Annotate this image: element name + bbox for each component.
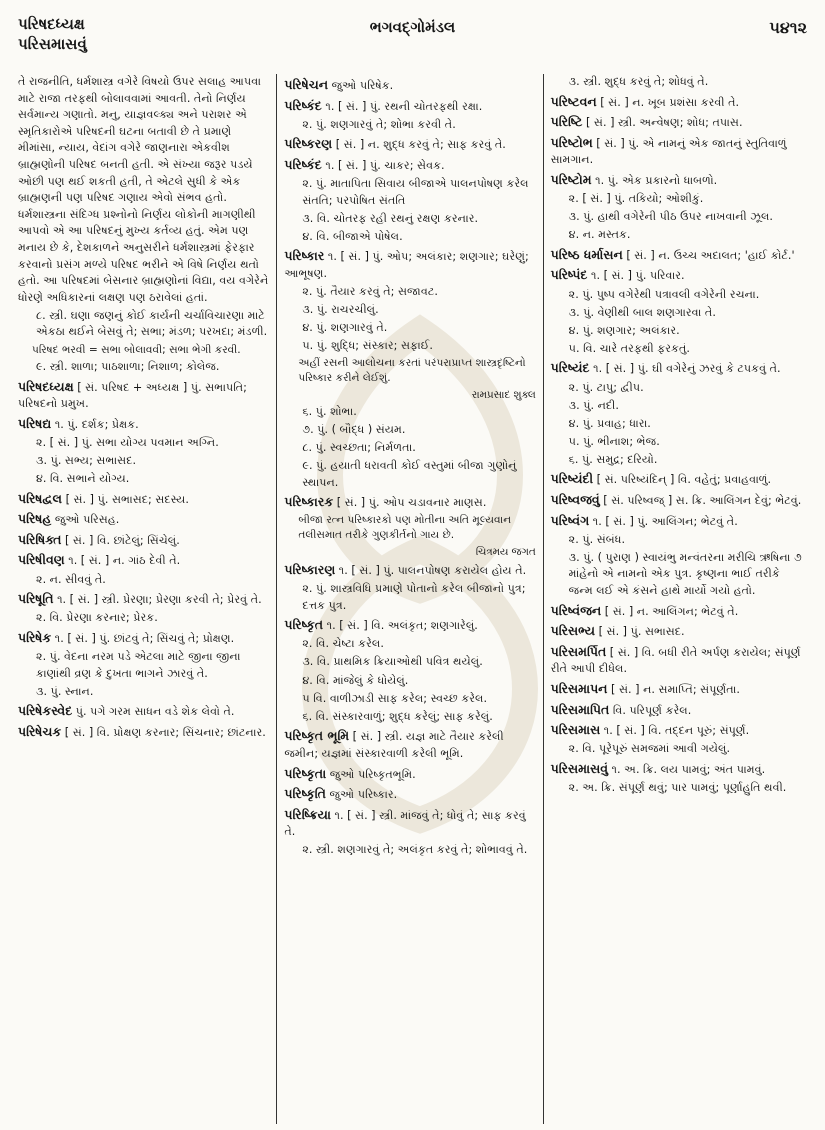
headword: પરિષ્કંદ [284,97,322,113]
dictionary-entry [284,617,535,635]
dictionary-entry [18,724,269,742]
headword: પરિષ્ઠ ધર્માસન [550,246,623,262]
headword: પરિષ્વજવું [550,492,600,508]
headword: પરિષીવણ [18,552,65,568]
dictionary-entry [18,379,269,413]
sense-entry: ૨. ન. સીવવું તે. [36,572,106,586]
headword: પરિષ્કાર [284,248,325,264]
definition-text: [ સં. ] વિ. છાંટેલું; સિંચેલું. [61,533,180,547]
headword: પરિષ્કૃતિ [284,786,326,802]
guide-word-last: પરિસમાસવું [18,35,87,53]
sense-entry: ૭. પું. ( બૌદ્ધ ) સંયમ. [302,423,406,436]
definition-text: ૧. [ સં. ] વિ. તદ્દન પૂરું; સંપૂર્ણ. [600,724,750,738]
entry-continuation: તે રાજનીતિ, ધર્મશાસ્ત્ર વગેરે વિષયો ઉપર સલાહ આપવા માટે રાજા તરફથી બોલાવવામાં આવતી. તેનો નિર્ણય સર્વમાન્ય ગણાતો. મનુ, યાજ્ઞવલ્ક્ય અને પરાશર એ સ્મૃતિકારોએ પરિષદની ઘટના બતાવી છે તે પ્રમાણે મીમાંસા, ન્યાય, વેદાંગ વગેરે જાણનારા એકવીશ બ્રાહ્મણોની પરિષદ બનતી હતી. એ સંખ્યા જરૂર પડયે ઓછી પણ થઈ શકતી હતી, તે એટલે સુધી કે એક બ્રાહ્મણની પણ પરિષદ ગણાય એવો સંભવ હતો. ધર્મશાસ્ત્રના સંદિગ્ધ પ્રશ્નોનો નિર્ણય લોકોની માગણીથી આપવો એ આ પરિષદનું મુખ્ય કર્તવ્ય હતું. એમ પણ મનાય છે કે, દેશકાળને અનુસરીને ધર્મશાસ્ત્રમાં ફેરફાર કરવાનો પ્રસંગ મળ્યે પરિષદ ભરીને એ વિષે નિર્ણય થતો હતો. આ પરિષદમાં બેસનાર બ્રાહ્મણોનાં વિદ્યા, વય વગેરેને ધોરણે અધિકારનાં લક્ષણ પણ ઠરાવેલાં હતાં. [18,75,269,304]
headword: પરિષ્કારક [284,494,334,510]
sense-entry: ૪. વિ. સભાને યોગ્ય. [36,472,130,486]
book-title: ભગવદ્ગોમંડલ [369,18,456,36]
headword: પરિસમર્પિત [550,643,607,659]
usage-quote: બીજા રત્ન પરિષ્કારકો પણ મોતીના અતિ મૂલ્યવાન તલીસમાત તરીકે ગુણકીર્તનો ગાય છે. [298,514,512,542]
headword: પરિષ્ટિ [550,114,583,130]
sense-entry: ૮. સ્ત્રી. ઘણા જણનું કોઈ કાર્યની ચર્ચાવિચારણા માટે એકઠા થઈને બેસવું તે; સભા; મંડળ; પરખદા; મંડળી. [36,308,268,339]
dictionary-entry [551,172,802,190]
sense-entry: ૨. વિ. પ્રેરણા કરનાર; પ્રેરક. [36,611,158,625]
headword: પરિસમાસ [550,722,601,738]
sense-entry: ૫ વિ. વાળીઝાડી સાફ કરેલ; સ્વચ્છ કરેલ. [302,691,488,705]
headword: પરિષેક [18,629,52,645]
definition-text: ૧. [ સં. ] વિ. અલંકૃત; શણગારેલું. [323,619,478,633]
dictionary-entry [551,360,802,378]
sense-entry: ૫. વિ. ચારે તરફથી ફરકતું. [568,341,690,355]
sense-entry: ૨. વિ. પૂરેપૂરું સમજમાં આવી ગયેલું. [568,742,731,756]
headword: પરિષેચક [18,723,62,739]
headword: પરિષ્યંદ [550,360,590,376]
definition-text: ૧. [ સં. ] ન. ગાંઠ દેવી તે. [64,554,181,568]
definition-text: ૧. [ સં. ] પું. આલિંગન; ભેટવું તે. [589,514,738,528]
dictionary-entry [551,492,802,510]
headword: પરિષહ [18,511,52,527]
headword: પરિષ્કૃતા [284,765,327,781]
dictionary-entry [284,494,535,512]
headword: પરિષ્કૃત [284,617,324,633]
column-right [543,74,809,1124]
headword: પરિસભ્ય [550,623,596,639]
definition-text: ૧. [ સં. ] પું. ઓપ; અલંકાર; શણગાર; ઘરેણું; આભૂષણ. [284,250,529,280]
headword: પરિષ્પંદ [550,267,588,283]
dictionary-body [18,74,809,1124]
definition-text: ૧. [ સં. ] સ્ત્રી. માંજવું તે; ધોવું તે; સાફ કરવું તે. [284,808,526,839]
headword: પરિષ્કરણ [284,136,333,152]
definition-text: વિ. પરિપૂર્ણ કરેલ. [609,703,692,717]
dictionary-entry [284,157,535,175]
dictionary-entry [18,630,269,648]
sense-entry: ૩. પું. રાચરચીલું. [302,303,379,317]
headword: પરિષેચન [284,77,329,92]
sense-entry: ૫. પું. શુદ્ધિ; સંસ્કાર; સફાઈ. [302,339,433,353]
page-number: ૫૪૧૨ [769,18,807,37]
headword: પરિષ્વંગ [550,512,590,528]
dictionary-entry [284,786,535,804]
definition-text: [ સં. ] પું. સભાસદ. [595,625,685,639]
definition-text: ૧. અ. ક્રિ. લય પામવું; અંત પામવું. [607,762,766,776]
dictionary-entry [284,807,535,841]
dictionary-entry [18,416,269,434]
sense-entry: ૩. વિ. ચોતરફ રહી રથનું રક્ષણ કરનાર. [302,211,479,225]
sense-entry: ૨. પું. વેદના નરમ પડે એટલા માટે જીના જીના કાણાંથી વ્રણ કે દુખતા ભાગને ઝારવું તે. [36,649,241,680]
definition-text: જુઓ પરિષ્કાર. [325,788,398,802]
column-left [18,74,276,1124]
dictionary-entry [284,77,535,95]
definition-text: [ સં. ] ન. શુદ્ધ કરવું તે; સાફ કરવું તે. [332,138,506,152]
sense-entry: ૨. [ સં. ] પું. સભા યોગ્ય પવમાન અગ્નિ. [36,435,219,449]
sense-entry: ૨. સ્ત્રી. શણગારવું તે; અલંકૃત કરવું તે; શોભાવવું તે. [302,843,528,857]
definition-text: જુઓ પરિષેક. [328,79,394,92]
dictionary-entry [551,722,802,740]
sense-entry: ૪. વિ. બીજાએ પોષેલ. [302,229,403,243]
sense-entry: ૩. પું. હાથી વગેરેની પીઠ ઉપર નાખવાની ઝૂલ. [568,210,773,224]
definition-text: પું. પગે ગરમ સાધન વડે શેક લેવો તે. [72,705,235,719]
definition-text: [ સં. પરિષદ + અધ્યક્ષ ] પું. સભાપતિ; પરિષદનો પ્રમુખ. [18,380,247,411]
dictionary-entry [551,94,802,112]
usage-quote: પરિષદ ભરવી = સભા બોલાવવી; સભા ભેગી કરવી. [32,343,241,356]
dictionary-entry [551,114,802,132]
definition-text: [ સં. ] વિ. બધી રીતે અર્પણ કરાયેલ; સંપૂર્ણ રીતે આપી દીધેલ. [550,645,801,676]
sense-entry: ૩. પું. સભ્ય; સભાસદ. [36,453,137,467]
dictionary-entry [551,644,802,678]
sense-entry: ૩. પું. સ્નાન. [36,684,94,698]
headword: પરિષ્ક્રિયા [284,806,331,822]
dictionary-entry [551,681,802,699]
dictionary-entry [551,267,802,285]
sense-entry: ૪. પું. શણગારવું તે. [302,321,388,335]
guide-word-first: પરિષદધ્યક્ષ [18,15,85,33]
headword: પરિષ્કંદ [284,156,322,172]
sense-entry: ૨. પું. શણગારવું તે; શોભા કરવી તે. [302,117,456,131]
definition-text: ૧. [ સં. ] પું. છાંટવું તે; સિંચવું તે; પ્રોક્ષણ. [51,631,235,645]
dictionary-entry [551,623,802,641]
dictionary-entry [18,703,269,721]
sense-entry: ૨. અ. ક્રિ. સંપૂર્ણ થવું; પાર પામવું; પૂર્ણાહુતિ થવી. [568,780,787,794]
sense-entry: ૩. પું. નદી. [568,398,619,412]
definition-text: ૧. પું. એક પ્રકારનો ધાબળો. [591,173,718,187]
definition-text: [ સં. ] સ્ત્રી. અન્વેષણ; શોધ; તપાસ. [582,116,743,130]
sense-entry: ૨. વિ. ચેષ્ટા કરેલ. [302,637,384,651]
dictionary-entry [551,702,802,720]
definition-text: [ સં. પરિષ્વજ્ ] સ. ક્રિ. આલિંગન દેવું; ભેટવું. [599,494,802,508]
sense-entry: ૨. પું. સંબંધ. [568,532,626,546]
definition-text: [ સં. પરિષ્યંદિન્ ] વિ. વહેતું; પ્રવાહવાળું. [593,473,772,487]
dictionary-entry [18,552,269,570]
dictionary-entry [284,98,535,116]
sense-entry: ૬. વિ. સંસ્કારવાળું; શુદ્ધ કરેલું; સાફ કરેલું. [302,709,493,723]
sense-entry: ૨. પું. તૈયાર કરવું તે; સજાવટ. [302,285,438,299]
definition-text: [ સં. ] પું. સભાસદ; સદસ્ય. [62,492,189,506]
sense-entry: ૫. પું. ભીનાશ; ભેજ. [568,434,660,448]
dictionary-entry [551,603,802,621]
definition-text: ૧. [ સં. ] પું. ચાકર; સેવક. [321,158,445,172]
sense-entry: ૩. સ્ત્રી. શુદ્ધ કરવું તે; શોધવું તે. [568,75,709,88]
definition-text: [ સં. ] ન. ખૂબ પ્રશંસા કરવી તે. [596,95,740,109]
sense-entry: ૯. સ્ત્રી. શાળા; પાઠશાળા; નિશાળ; કોલેજ. [36,360,220,373]
dictionary-entry [284,136,535,154]
definition-text: [ સં. ] ન. સમાપ્તિ; સંપૂર્ણતા. [607,683,740,696]
column-middle [276,74,542,1124]
definition-text: ૧. [ સં. ] પું. રથની ચોતરફથી રક્ષા. [321,99,483,113]
sense-entry: ૨. પું. ટાપુ; દ્વીપ. [568,380,644,394]
dictionary-entry [551,247,802,265]
sense-entry: ૪. ન. મસ્તક. [568,228,631,242]
dictionary-entry [551,761,802,779]
definition-text: [ સં. ] ન. ઉચ્ચ અદાલત; 'હાઈ કોર્ટ.' [622,248,795,262]
sense-entry: ૪. પું. પ્રવાહ; ધારા. [568,416,651,430]
sense-entry: ૨. પું. શાસ્ત્રવિધિ પ્રમાણે પોતાનો કરેલ બીજાનો પુત્ર; દત્તક પુત્ર. [302,582,526,612]
headword: પરિષ્ટોમ [550,171,592,187]
dictionary-entry [551,513,802,531]
sense-entry: ૪. પું. શણગાર; અલંકાર. [568,323,680,337]
sense-entry: ૪. વિ. માંજેલું કે ધોયેલું. [302,673,409,687]
headword: પરિસમાપન [550,681,608,696]
quote-source: રામપ્રસાદ શુક્લ [471,388,536,401]
dictionary-entry [18,532,269,550]
definition-text: ૧. [ સં. ] સ્ત્રી. પ્રેરણા; પ્રેરણા કરવી તે; પ્રેરવું તે. [53,593,262,607]
sense-entry: ૨. પું. પુષ્પ વગેરેથી પત્રાવલી વગેરેની રચના. [568,287,760,301]
dictionary-entry [18,491,269,509]
dictionary-entry [551,135,802,169]
dictionary-entry [18,511,269,529]
headword: પરિસમાસવું [550,760,608,776]
headword: પરિષિક્ત [18,531,62,547]
headword: પરિષૂતિ [18,591,54,607]
headword: પરિષ્વંજન [550,602,602,618]
headword: પરિષદ્ય [18,415,52,431]
headword: પરિષ્ટોભ [550,134,593,150]
headword: પરિષ્કારણ [284,561,336,577]
dictionary-entry [284,562,535,580]
definition-text: [ સં. ] સ્ત્રી. યજ્ઞ માટે તૈયાર કરેલી જમીન; યજ્ઞમાં સંસ્કારવાળી કરેલી ભૂમિ. [284,730,504,760]
sense-entry: ૨. [ સં. ] પું. તકિયો; ઓશીકું. [568,192,704,206]
headword: પરિષદ્વલ [18,490,63,506]
dictionary-entry [551,471,802,489]
headword: પરિષેકસ્વેદ [18,703,73,719]
dictionary-entry [284,766,535,784]
dictionary-entry [284,728,535,762]
quote-source: ચિત્રમય જગત [475,545,536,558]
definition-text: ૧. [ સં. ] પું. ઘી વગેરેનું ઝરવું કે ટપકવું તે. [589,362,781,376]
usage-quote: અહીં રસની આલોચના કરતાં પરંપરાપ્રાપ્ત શાસ્ત્રદૃષ્ટિનો પરિષ્કાર કરીને લેઈશું. [298,357,526,385]
definition-text: [ સં. ] પું. ઓપ ચડાવનાર માણસ. [333,496,487,510]
definition-text: ૧. પું. દર્શક; પ્રેક્ષક. [51,417,139,431]
page-header [18,6,807,74]
headword: પરિષ્ટવન [550,93,597,109]
definition-text: [ સં. ] પું. એ નામનું એક જાતનું સ્તુતિવાળું સામગાન. [550,136,787,167]
headword: પરિસમાપિત [550,701,610,717]
sense-entry: ૯. પું. હયાતી ધરાવતી કોઈ વસ્તુમાં બીજા ગુણોનું સ્થાપન. [302,459,517,489]
definition-text: ૧. [ સં. ] પું. પરિવાર. [587,269,685,283]
sense-entry: ૨. પું. માતાપિતા સિવાય બીજાએ પાલનપોષણ કરેલ સંતતિ; પરપોષિત સંતતિ [302,176,529,207]
dictionary-entry [284,248,535,282]
sense-entry: ૬. પું. સમુદ્ર; દરિયો. [568,452,658,466]
sense-entry: ૩. પું. વેણીથી બાલ શણગારવા તે. [568,305,716,319]
sense-entry: ૩. વિ. પ્રાથમિક ક્રિયાઓથી પવિત્ર થયેલું. [302,655,483,669]
definition-text: [ સં. ] વિ. પ્રોક્ષણ કરનાર; સિંચનાર; છાંટનાર. [61,725,266,739]
headword: પરિષ્કૃત ભૂમિ [284,728,350,744]
definition-text: ૧. [ સં. ] પું. પાલનપોષણ કરાયેલ હોય તે. [335,563,527,577]
sense-entry: ૩. પું. ( પુરાણ ) સ્વાયંભુ મન્વંતરના મરીચિ ઋષિના ૭ માંહેનો એ નામનો એક પુત્ર. કૃષ્ણના ભાઈ તરીકે જન્મ લઈ એ કંસને હાથે માર્યો ગયો હતો. [568,550,802,598]
definition-text: જુઓ પરિષ્કૃતભૂમિ. [326,767,416,781]
definition-text: જુઓ પરિસહ. [51,513,120,527]
headword: પરિષ્યંદી [550,471,594,487]
dictionary-entry [18,591,269,609]
definition-text: [ સં. ] ન. આલિંગન; ભેટવું તે. [601,604,739,618]
headword: પરિષદધ્યક્ષ [18,378,74,394]
sense-entry: ૬. પું. શોભા. [302,404,357,418]
sense-entry: ૮. પું. સ્વચ્છતા; નિર્મળતા. [302,441,416,455]
